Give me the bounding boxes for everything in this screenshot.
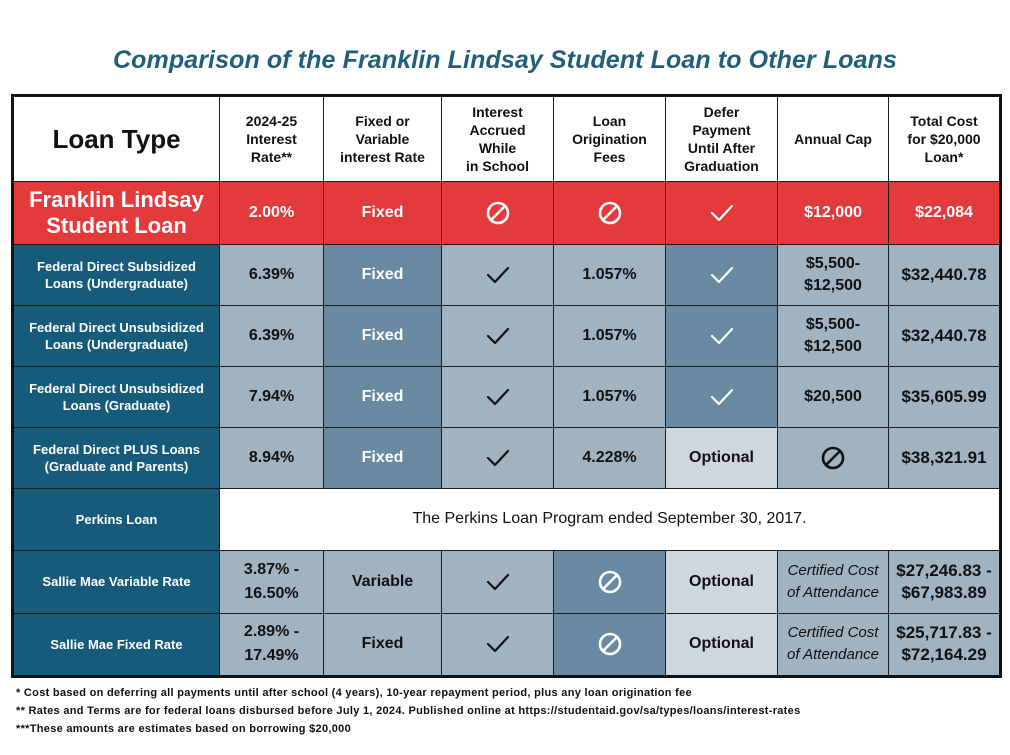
interest-accrued: [442, 305, 554, 366]
total-cost: $35,605.99: [889, 366, 1001, 427]
loan-name: Federal Direct PLUS Loans (Graduate and Parents): [13, 428, 220, 489]
check-icon: [485, 634, 511, 654]
annual-cap: $5,500- $12,500: [778, 305, 889, 366]
defer-payment: [666, 182, 778, 244]
interest-rate: 8.94%: [220, 428, 324, 489]
page-title: Comparison of the Franklin Lindsay Student Loan to Other Loans: [112, 46, 898, 74]
interest-rate: 7.94%: [220, 366, 324, 427]
header-defer-payment: Defer Payment Until After Graduation: [666, 96, 778, 182]
interest-accrued: [442, 366, 554, 427]
rate-type: Fixed: [324, 244, 442, 305]
interest-rate: 2.89% - 17.49%: [220, 613, 324, 676]
interest-accrued: [442, 550, 554, 613]
footnotes: [16, 684, 1006, 738]
perkins-note: The Perkins Loan Program ended September 30, 2017.: [220, 489, 1001, 550]
check-icon: [709, 203, 735, 223]
rate-type: Fixed: [324, 428, 442, 489]
annual-cap: Certified Cost of Attendance: [778, 550, 889, 613]
rate-type: Fixed: [324, 182, 442, 244]
origination-fees: [554, 613, 666, 676]
header-total-cost: Total Cost for $20,000 Loan*: [889, 96, 1001, 182]
table-row: [13, 305, 1001, 366]
loan-name: Federal Direct Subsidized Loans (Undergraduate): [13, 244, 220, 305]
check-icon: [485, 572, 511, 592]
check-icon: [709, 326, 735, 346]
loan-name: Sallie Mae Fixed Rate: [13, 613, 220, 676]
footnote: ***These amounts are estimates based on borrowing $20,000: [16, 723, 351, 735]
header-loan-type: Loan Type: [13, 96, 220, 182]
defer-payment: Optional: [666, 428, 778, 489]
interest-rate: 3.87% - 16.50%: [220, 550, 324, 613]
total-cost: $22,084: [889, 182, 1001, 244]
total-cost: $27,246.83 - $67,983.89: [889, 550, 1001, 613]
table-row: [13, 244, 1001, 305]
total-cost: $25,717.83 - $72,164.29: [889, 613, 1001, 676]
header-interest-rate: 2024-25 Interest Rate**: [220, 96, 324, 182]
check-icon: [709, 265, 735, 285]
no-icon: [485, 200, 511, 226]
loan-name: Perkins Loan: [13, 489, 220, 550]
rate-type: Fixed: [324, 613, 442, 676]
rate-type: Fixed: [324, 366, 442, 427]
defer-payment: [666, 366, 778, 427]
total-cost: $38,321.91: [889, 428, 1001, 489]
header-interest-accrued: Interest Accrued While in School: [442, 96, 554, 182]
origination-fees: 1.057%: [554, 244, 666, 305]
table-row: [13, 182, 1001, 244]
no-icon: [597, 569, 623, 595]
table-row: [13, 489, 1001, 550]
annual-cap: Certified Cost of Attendance: [778, 613, 889, 676]
origination-fees: 1.057%: [554, 366, 666, 427]
rate-type: Fixed: [324, 305, 442, 366]
rate-type: Variable: [324, 550, 442, 613]
check-icon: [485, 326, 511, 346]
interest-rate: 6.39%: [220, 305, 324, 366]
footnote: ** Rates and Terms are for federal loans disbursed before July 1, 2024. Published online at https://studentaid.gov/sa/types/loans/interest-rates: [16, 705, 801, 717]
loan-name: Sallie Mae Variable Rate: [13, 550, 220, 613]
origination-fees: 1.057%: [554, 305, 666, 366]
annual-cap: $5,500- $12,500: [778, 244, 889, 305]
no-icon: [820, 445, 846, 471]
footnote: * Cost based on deferring all payments until after school (4 years), 10-year repayment period, plus any loan origination fee: [16, 687, 692, 699]
total-cost: $32,440.78: [889, 244, 1001, 305]
loan-name: Federal Direct Unsubsidized Loans (Graduate): [13, 366, 220, 427]
header-fixed-variable: Fixed or Variable interest Rate: [324, 96, 442, 182]
origination-fees: 4.228%: [554, 428, 666, 489]
table-row: [13, 550, 1001, 613]
annual-cap: [778, 428, 889, 489]
no-icon: [597, 200, 623, 226]
total-cost: $32,440.78: [889, 305, 1001, 366]
annual-cap: $12,000: [778, 182, 889, 244]
loan-name: Franklin Lindsay Student Loan: [13, 182, 220, 244]
check-icon: [709, 387, 735, 407]
header-origination-fees: Loan Origination Fees: [554, 96, 666, 182]
interest-accrued: [442, 613, 554, 676]
check-icon: [485, 448, 511, 468]
defer-payment: [666, 244, 778, 305]
defer-payment: Optional: [666, 550, 778, 613]
loan-name: Federal Direct Unsubsidized Loans (Undergraduate): [13, 305, 220, 366]
origination-fees: [554, 182, 666, 244]
interest-accrued: [442, 428, 554, 489]
table-row: [13, 366, 1001, 427]
defer-payment: Optional: [666, 613, 778, 676]
annual-cap: $20,500: [778, 366, 889, 427]
interest-rate: 2.00%: [220, 182, 324, 244]
interest-accrued: [442, 182, 554, 244]
check-icon: [485, 387, 511, 407]
check-icon: [485, 265, 511, 285]
interest-rate: 6.39%: [220, 244, 324, 305]
interest-accrued: [442, 244, 554, 305]
table-row: [13, 613, 1001, 676]
header-annual-cap: Annual Cap: [778, 96, 889, 182]
header-row: [13, 96, 1001, 182]
no-icon: [597, 631, 623, 657]
origination-fees: [554, 550, 666, 613]
loan-comparison-table: [11, 94, 1002, 678]
defer-payment: [666, 305, 778, 366]
table-row: [13, 428, 1001, 489]
